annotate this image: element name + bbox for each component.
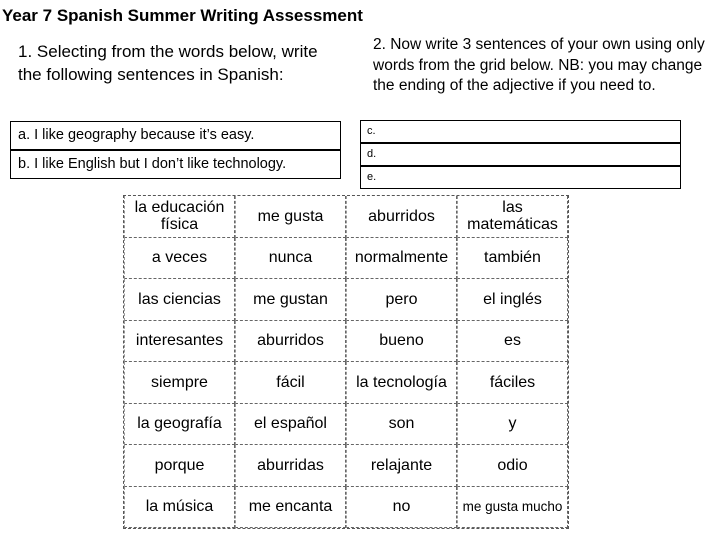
word-cell: la tecnología — [346, 362, 457, 404]
word-cell: nunca — [235, 238, 346, 280]
sentence-a: a. I like geography because it’s easy. — [10, 121, 341, 150]
word-cell: el español — [235, 404, 346, 446]
word-grid — [123, 195, 569, 529]
answer-label-d: d. — [367, 148, 377, 160]
word-cell: me gusta — [235, 196, 346, 238]
word-cell: no — [346, 487, 457, 529]
sentence-b: b. I like English but I don’t like technology. — [10, 150, 341, 179]
word-cell: a veces — [124, 238, 235, 280]
word-cell: la educación física — [124, 196, 235, 238]
answer-box-c[interactable] — [360, 120, 681, 143]
word-cell: aburridos — [235, 321, 346, 363]
answer-box-d[interactable] — [360, 143, 681, 166]
word-cell: pero — [346, 279, 457, 321]
word-cell: fácil — [235, 362, 346, 404]
question-1-instruction: 1. Selecting from the words below, write the following sentences in Spanish: — [18, 42, 318, 84]
word-cell: la música — [124, 487, 235, 529]
word-cell: me gusta mucho — [457, 487, 568, 529]
word-cell: fáciles — [457, 362, 568, 404]
question-2-instruction: 2. Now write 3 sentences of your own using only words from the grid below. NB: you may change the ending of the adjective if you need to. — [373, 36, 705, 94]
word-cell: son — [346, 404, 457, 446]
word-cell: la geografía — [124, 404, 235, 446]
word-cell: relajante — [346, 445, 457, 487]
word-cell: también — [457, 238, 568, 280]
answer-box-e[interactable] — [360, 166, 681, 189]
word-cell: aburridos — [346, 196, 457, 238]
word-cell: el inglés — [457, 279, 568, 321]
word-cell: y — [457, 404, 568, 446]
word-cell: me gustan — [235, 279, 346, 321]
word-cell: me encanta — [235, 487, 346, 529]
word-cell: siempre — [124, 362, 235, 404]
word-cell: bueno — [346, 321, 457, 363]
word-cell: las matemáticas — [457, 196, 568, 238]
word-cell: normalmente — [346, 238, 457, 280]
word-cell: aburridas — [235, 445, 346, 487]
word-cell: interesantes — [124, 321, 235, 363]
word-cell: es — [457, 321, 568, 363]
word-cell: las ciencias — [124, 279, 235, 321]
page-title: Year 7 Spanish Summer Writing Assessment — [2, 6, 363, 25]
word-cell: odio — [457, 445, 568, 487]
answer-label-c: c. — [367, 125, 376, 137]
answer-label-e: e. — [367, 171, 377, 183]
word-cell: porque — [124, 445, 235, 487]
